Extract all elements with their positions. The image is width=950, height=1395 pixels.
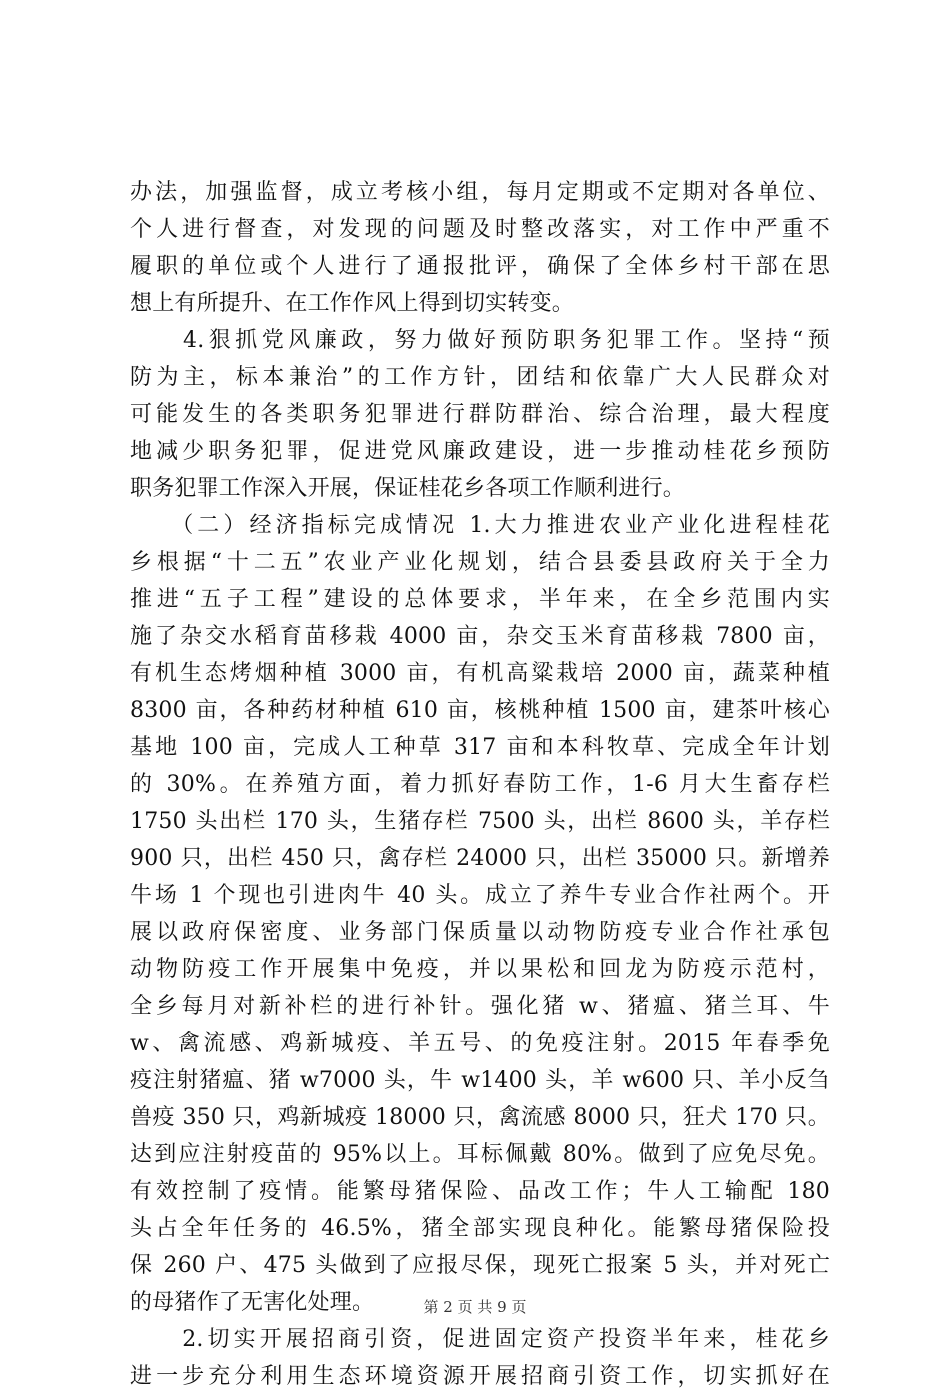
text-line: 牛场 1 个现也引进肉牛 40 头。成立了养牛专业合作社两个。开 — [130, 883, 830, 908]
text-line: 的 30%。在养殖方面，着力抓好春防工作，1-6 月大生畜存栏 — [130, 772, 830, 797]
text-line: 个人进行督查，对发现的问题及时整改落实，对工作中严重不 — [130, 217, 830, 242]
text-line: 保 260 户、475 头做到了应报尽保，现死亡报案 5 头，并对死亡 — [130, 1253, 830, 1278]
text-line: 推进“五子工程”建设的总体要求，半年来，在全乡范围内实 — [130, 587, 830, 612]
text-line: 900 只，出栏 450 只，禽存栏 24000 只，出栏 35000 只。新增养 — [130, 846, 830, 871]
text-line: 施了杂交水稻育苗移栽 4000 亩，杂交玉米育苗移栽 7800 亩， — [130, 624, 830, 649]
text-line: 兽疫 350 只，鸡新城疫 18000 只，禽流感 8000 只，狂犬 170 只。 — [130, 1105, 830, 1130]
text-line: 全乡每月对新补栏的进行补针。强化猪 w、猪瘟、猪兰耳、牛 — [130, 994, 830, 1019]
text-line: 的母猪作了无害化处理。 — [130, 1290, 375, 1315]
text-line: 职务犯罪工作深入开展，保证桂花乡各项工作顺利进行。 — [130, 476, 686, 501]
text-line: w、禽流感、鸡新城疫、羊五号、的免疫注射。2015 年春季免 — [130, 1031, 830, 1056]
text-line: 8300 亩，各种药材种植 610 亩，核桃种植 1500 亩，建茶叶核心 — [130, 698, 830, 723]
text-line: 动物防疫工作开展集中免疫，并以果松和回龙为防疫示范村， — [130, 957, 830, 982]
text-line: 头占全年任务的 46.5%，猪全部实现良种化。能繁母猪保险投 — [130, 1216, 830, 1241]
text-line: 展以政府保密度、业务部门保质量以动物防疫专业合作社承包 — [130, 920, 830, 945]
text-line: 4.狠抓党风廉政，努力做好预防职务犯罪工作。坚持“预 — [130, 328, 830, 353]
page-footer: 第 2 页 共 9 页 — [423, 1298, 527, 1316]
text-line: 1750 头出栏 170 头，生猪存栏 7500 头，出栏 8600 头，羊存栏 — [130, 809, 830, 834]
text-line: 达到应注射疫苗的 95%以上。耳标佩戴 80%。做到了应免尽免。 — [130, 1142, 830, 1167]
text-line: 乡根据“十二五”农业产业化规划，结合县委县政府关于全力 — [130, 550, 830, 575]
text-line: 2.切实开展招商引资，促进固定资产投资半年来，桂花乡 — [130, 1327, 830, 1352]
text-line: 有机生态烤烟种植 3000 亩，有机高粱栽培 2000 亩，蔬菜种植 — [130, 661, 830, 686]
text-line: 疫注射猪瘟、猪 w7000 头，牛 w1400 头，羊 w600 只、羊小反刍 — [130, 1068, 830, 1093]
text-line: 可能发生的各类职务犯罪进行群防群治、综合治理，最大程度 — [130, 402, 830, 427]
text-line: 防为主，标本兼治”的工作方针，团结和依靠广大人民群众对 — [130, 365, 830, 390]
text-line: 履职的单位或个人进行了通报批评，确保了全体乡村干部在思 — [130, 254, 830, 279]
text-line: （二）经济指标完成情况 1.大力推进农业产业化进程桂花 — [130, 513, 830, 538]
body-text — [130, 174, 830, 1395]
text-line: 进一步充分利用生态环境资源开展招商引资工作，切实抓好在 — [130, 1364, 830, 1389]
text-line: 地减少职务犯罪，促进党风廉政建设，进一步推动桂花乡预防 — [130, 439, 830, 464]
text-line: 有效控制了疫情。能繁母猪保险、品改工作；牛人工输配 180 — [130, 1179, 830, 1204]
text-line: 想上有所提升、在工作作风上得到切实转变。 — [130, 291, 575, 316]
text-line: 办法，加强监督，成立考核小组，每月定期或不定期对各单位、 — [130, 180, 830, 205]
text-line: 基地 100 亩，完成人工种草 317 亩和本科牧草、完成全年计划 — [130, 735, 830, 760]
